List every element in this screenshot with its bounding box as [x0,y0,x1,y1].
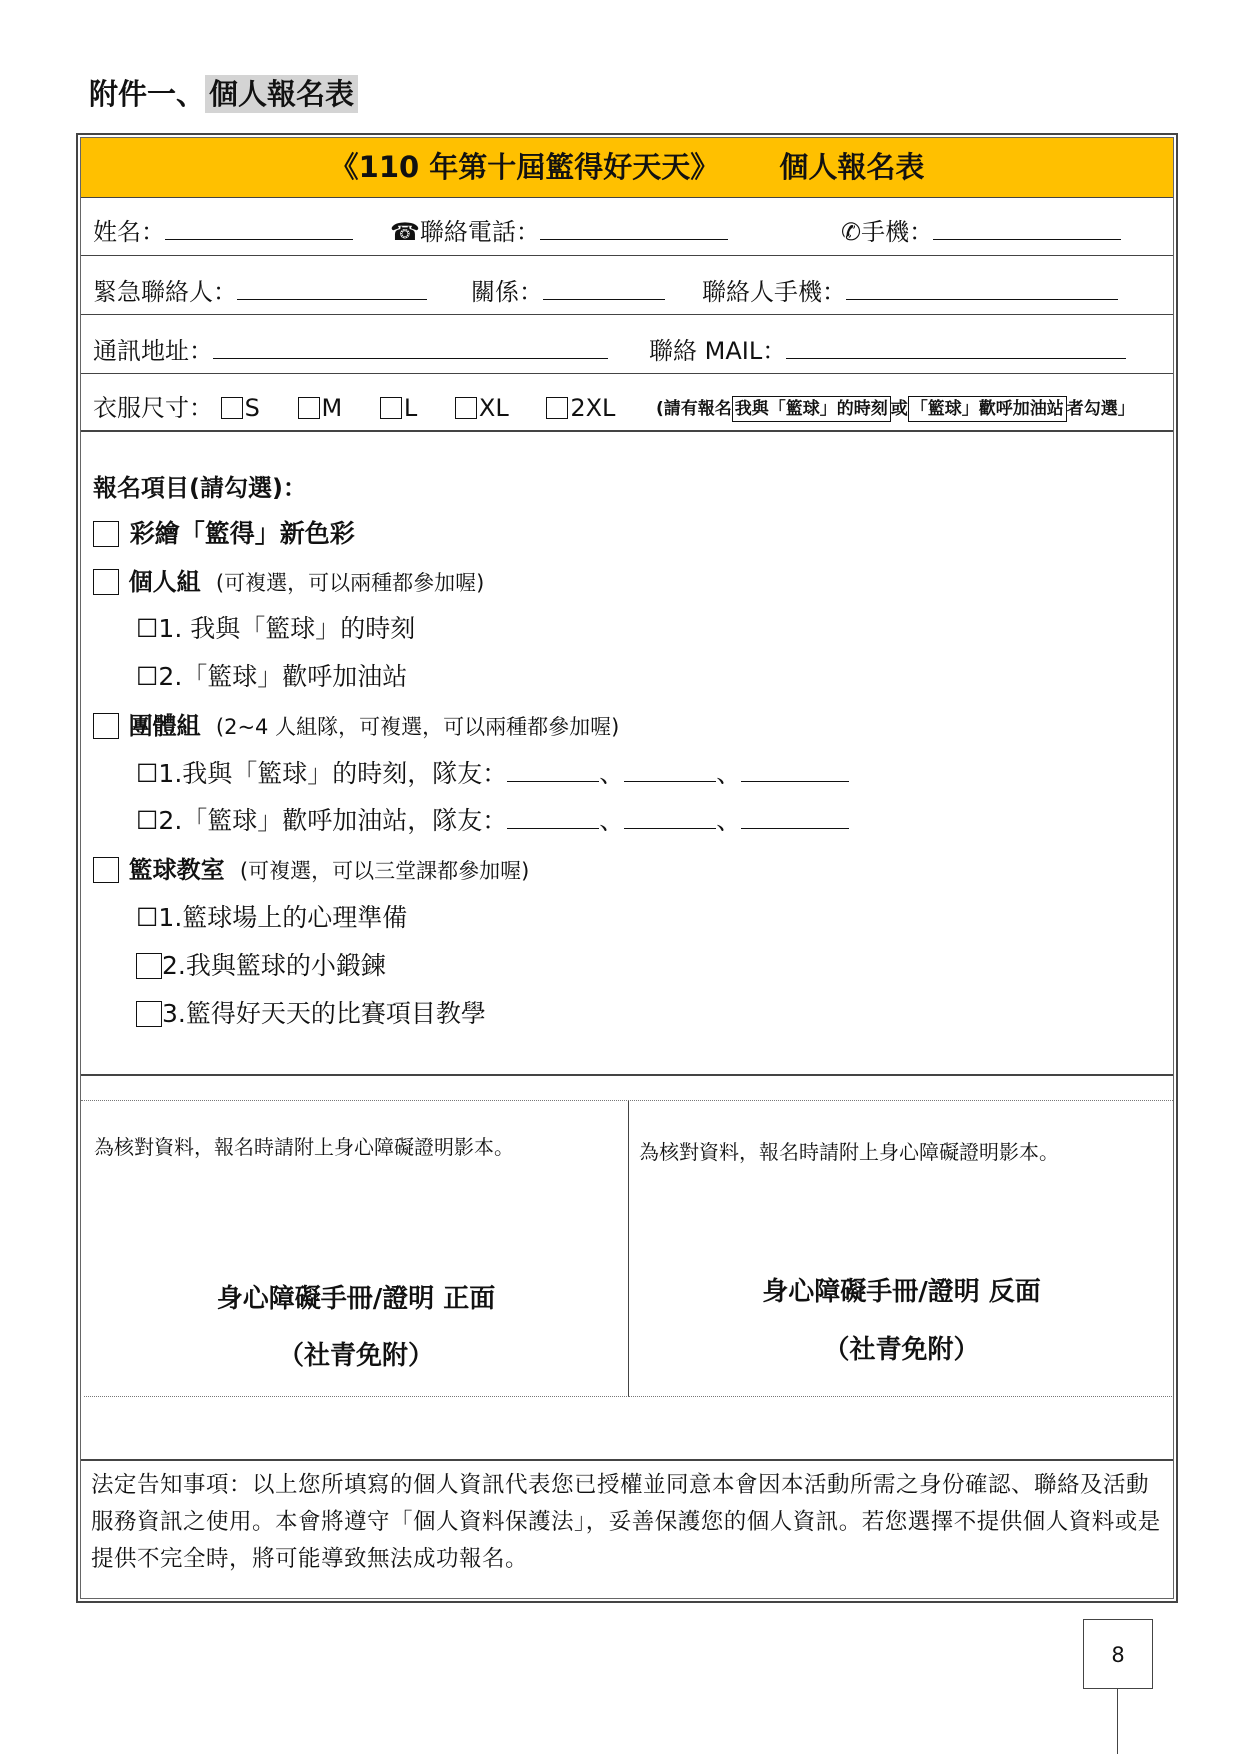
back-caption: 身心障礙手冊/證明 反面 [762,1277,1041,1307]
size-xl-label: XL [478,394,509,422]
name-label: 姓名： [93,218,165,246]
mobile-label: ✆手機： [841,218,934,246]
team-label: 團體組 [128,712,201,740]
classroom-label: 籃球教室 [128,856,225,884]
contact-mobile-field[interactable] [846,277,1118,300]
heading-prefix: 附件一、 [89,77,206,111]
painting-checkbox[interactable] [93,521,119,547]
painting-label: 彩繪「籃得」新色彩 [129,519,355,548]
page-heading [89,72,358,113]
document-attachment-area [81,1082,1173,1447]
size-note: (請有報名 我與「籃球」的時刻 或 「籃球」歡呼加油站 者勾選」 [656,394,1135,419]
page-number: 8 [1083,1619,1153,1689]
team-checkbox[interactable] [93,713,119,739]
back-exempt: （社青免附） [823,1335,980,1365]
teammate-2c-field[interactable] [741,806,849,829]
form-title-bar [81,138,1173,198]
mobile-field[interactable] [933,217,1121,240]
individual-checkbox[interactable] [93,569,119,595]
note-item-2: 「籃球」歡呼加油站 [908,396,1067,422]
teammate-2b-field[interactable] [624,806,716,829]
emergency-contact-label: 緊急聯絡人： [93,278,237,306]
page-number-connector [1117,1689,1118,1754]
address-row [81,315,1173,374]
individual-note: (可複選，可以兩種都參加喔) [215,571,485,595]
size-m-checkbox[interactable] [298,397,320,419]
heading-highlight: 個人報名表 [205,75,358,113]
size-m-label: M [321,394,343,422]
contact-mobile-label: 聯絡人手機： [702,278,846,306]
team-note: (2~4 人組隊，可複選，可以兩種都參加喔) [215,715,620,739]
teammate-1c-field[interactable] [741,759,849,782]
size-s-checkbox[interactable] [221,397,243,419]
classroom-option-2-checkbox[interactable] [136,953,162,979]
items-heading: 報名項目(請勾選)： [93,474,307,502]
name-field[interactable] [165,217,353,240]
size-xl-checkbox[interactable] [455,397,477,419]
form-title-event: 《110 年第十屆籃得好天天》 [329,150,720,184]
contact-row [81,198,1173,256]
classroom-note: (可複選，可以三堂課都參加喔) [239,859,530,883]
front-exempt: （社青免附） [277,1341,434,1371]
registration-items: 報名項目(請勾選)： 彩繪「籃得」新色彩 個人組 (可複選，可以兩種都參加喔) ☐1. 我與「籃球」的時刻 ☐2.「籃球」歡呼加油站 團體組 (2~4 人組隊，可複選，可以兩種都參加喔) ☐1.我與「籃球」的時刻，隊友： 、 、 ☐2.「籃球」歡呼加油站，隊友： 、 、 籃球教室 (可複選，可以三堂課都參加喔) ☐1.籃球場上的心理準備 2.我與籃球的小鍛鍊 3.籃得好天天的比賽項目教學 [81,432,1173,1076]
phone-field[interactable] [540,217,728,240]
individual-option-2[interactable]: ☐2.「籃球」歡呼加油站 [136,662,408,691]
teammate-1b-field[interactable] [624,759,716,782]
address-label: 通訊地址： [93,337,213,365]
mail-label: 聯絡 MAIL： [649,337,787,365]
phone-label: ☎聯絡電話： [390,218,540,246]
team-option-1[interactable]: ☐1.我與「籃球」的時刻，隊友： [136,759,508,788]
individual-option-1[interactable]: ☐1. 我與「籃球」的時刻 [136,614,416,643]
individual-label: 個人組 [128,568,201,596]
size-label: 衣服尺寸： [93,394,213,422]
team-option-2[interactable]: ☐2.「籃球」歡呼加油站，隊友： [136,806,508,835]
emergency-row [81,256,1173,315]
id-front-box[interactable] [84,1101,629,1397]
classroom-option-3: 3.籃得好天天的比賽項目教學 [162,999,486,1028]
registration-form [76,133,1178,1603]
classroom-checkbox[interactable] [93,857,119,883]
legal-notice: 法定告知事項：以上您所填寫的個人資訊代表您已授權並同意本會因本活動所需之身份確認、聯絡及活動服務資訊之使用。本會將遵守「個人資料保護法」，妥善保護您的個人資訊。若您選擇不提供個人資料或是提供不完全時，將可能導致無法成功報名。 [81,1459,1173,1595]
size-2xl-label: 2XL [570,394,616,422]
address-field[interactable] [213,336,608,359]
classroom-option-2: 2.我與籃球的小鍛鍊 [162,951,386,980]
back-note: 為核對資料，報名時請附上身心障礙證明影本。 [639,1140,1059,1164]
size-2xl-checkbox[interactable] [546,397,568,419]
id-back-box[interactable] [629,1101,1174,1397]
classroom-option-1[interactable]: ☐1.籃球場上的心理準備 [136,903,408,932]
front-note: 為核對資料，報名時請附上身心障礙證明影本。 [94,1135,514,1159]
size-l-label: L [403,394,418,422]
size-s-label: S [244,394,260,422]
size-l-checkbox[interactable] [380,397,402,419]
front-caption: 身心障礙手冊/證明 正面 [216,1284,496,1314]
emergency-contact-field[interactable] [237,277,427,300]
relation-field[interactable] [543,277,665,300]
classroom-option-3-checkbox[interactable] [136,1001,162,1027]
size-row [81,374,1173,432]
form-title-type: 個人報名表 [779,150,925,184]
mail-field[interactable] [786,336,1126,359]
teammate-2a-field[interactable] [507,806,599,829]
note-item-1: 我與「籃球」的時刻 [732,396,891,422]
teammate-1a-field[interactable] [507,759,599,782]
relation-label: 關係： [471,278,543,306]
